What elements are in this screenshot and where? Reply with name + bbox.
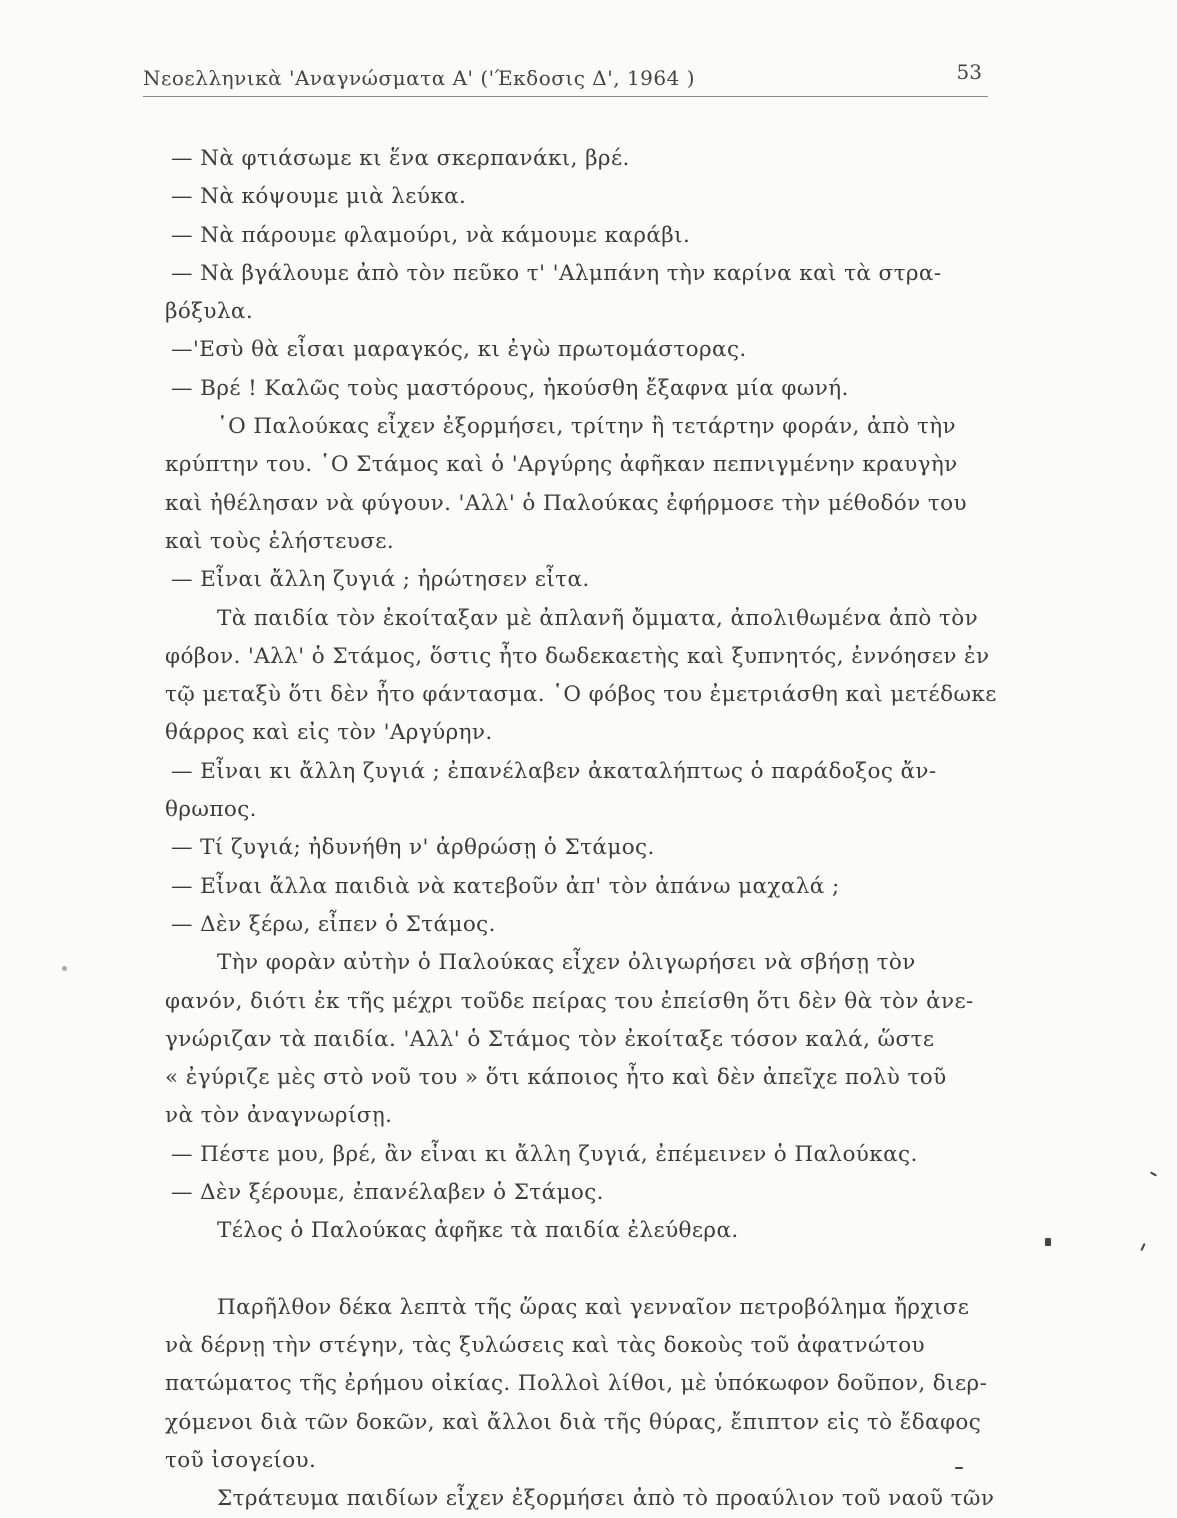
text-line: φανόν, διότι ἐκ τῆς μέχρι τοῦδε πείρας του ἐπείσθη ὅτι δὲν θὰ τὸν ἀνε- xyxy=(165,988,974,1014)
body-text xyxy=(165,140,1005,1518)
header-rule xyxy=(143,96,988,97)
text-line: — Νὰ κόψουμε μιὰ λεύκα. xyxy=(171,184,467,210)
running-header xyxy=(143,58,988,98)
text-line: νὰ τὸν ἀναγνωρίσῃ. xyxy=(165,1103,393,1129)
text-line: Τὰ παιδία τὸν ἐκοίταξαν μὲ ἀπλανῆ ὄμματα, ἀπολιθωμένα ἀπὸ τὸν xyxy=(217,605,979,631)
text-line: Τὴν φορὰν αὐτὴν ὁ Παλούκας εἶχεν ὀλιγωρήσει νὰ σβήσῃ τὸν xyxy=(217,950,916,976)
text-line: χόμενοι διὰ τῶν δοκῶν, καὶ ἄλλοι διὰ τῆς θύρας, ἔπιπτον εἰς τὸ ἔδαφος xyxy=(165,1409,982,1435)
text-line: « ἐγύριζε μὲς στὸ νοῦ του » ὅτι κάποιος ἦτο καὶ δὲν ἀπεῖχε πολὺ τοῦ xyxy=(165,1065,947,1091)
text-line: — Δὲν ξέρω, εἶπεν ὁ Στάμος. xyxy=(171,911,496,937)
text-line: φόβον. 'Αλλ' ὁ Στάμος, ὅστις ἦτο δωδεκαετὴς καὶ ξυπνητός, ἐννόησεν ἐν xyxy=(165,643,990,669)
text-line: — Νὰ βγάλουμε ἀπὸ τὸν πεῦκο τ' 'Αλμπάνη τὴν καρίνα καὶ τὰ στρα- xyxy=(171,260,942,286)
text-line: — Εἶναι ἄλλα παιδιὰ νὰ κατεβοῦν ἀπ' τὸν ἀπάνω μαχαλά ; xyxy=(171,873,840,899)
text-line: — Δὲν ξέρουμε, ἐπανέλαβεν ὁ Στάμος. xyxy=(171,1180,604,1206)
text-line: —'Εσὺ θὰ εἶσαι μαραγκός, κι ἐγὼ πρωτομάστορας. xyxy=(171,337,747,363)
text-line: — Πέστε μου, βρέ, ἂν εἶναι κι ἄλλη ζυγιά, ἐπέμεινεν ὁ Παλούκας. xyxy=(171,1141,918,1167)
text-line: βόξυλα. xyxy=(165,299,254,325)
scan-speck xyxy=(1150,1171,1157,1176)
text-line: νὰ δέρνῃ τὴν στέγην, τὰς ξυλώσεις καὶ τὰς δοκοὺς τοῦ ἀφατνώτου xyxy=(165,1332,926,1358)
scan-speck xyxy=(1140,1243,1145,1251)
text-line: — Νὰ πάρουμε φλαμούρι, νὰ κάμουμε καράβι. xyxy=(171,222,691,248)
text-line: ῾Ο Παλούκας εἶχεν ἐξορμήσει, τρίτην ἢ τετάρτην φοράν, ἀπὸ τὴν xyxy=(217,414,957,440)
scan-speck xyxy=(62,966,67,971)
text-line: — Νὰ φτιάσωμε κι ἕνα σκερπανάκι, βρέ. xyxy=(171,146,630,171)
text-line: καὶ τοὺς ἐλήστευσε. xyxy=(165,528,395,554)
scan-speck xyxy=(1045,1238,1051,1246)
text-line: — Τί ζυγιά; ἠδυνήθη ν' ἀρθρώσῃ ὁ Στάμος. xyxy=(171,835,655,861)
text-line: τῷ μεταξὺ ὅτι δὲν ἦτο φάντασμα. ῾Ο φόβος του ἐμετριάσθη καὶ μετέδωκε xyxy=(165,682,997,708)
text-line: Τέλος ὁ Παλούκας ἀφῆκε τὰ παιδία ἐλεύθερα. xyxy=(217,1218,739,1244)
text-line: πατώματος τῆς ἐρήμου οἰκίας. Πολλοὶ λίθοι, μὲ ὑπόκωφον δοῦπον, διερ- xyxy=(165,1371,988,1397)
text-line: θρωπος. xyxy=(165,797,257,823)
text-line: Στράτευμα παιδίων εἶχεν ἐξορμήσει ἀπὸ τὸ προαύλιον τοῦ ναοῦ τῶν xyxy=(217,1486,995,1512)
text-line: θάρρος καὶ εἰς τὸν 'Αργύρην. xyxy=(165,720,493,746)
text-line: γνώριζαν τὰ παιδία. 'Αλλ' ὁ Στάμος τὸν ἐκοίταξε τόσον καλά, ὥστε xyxy=(165,1026,935,1052)
text-line: τοῦ ἰσογείου. xyxy=(165,1447,317,1473)
text-line: — Εἶναι ἄλλη ζυγιά ; ἠρώτησεν εἶτα. xyxy=(171,567,590,593)
page-number: 53 xyxy=(956,60,982,84)
header-title: Νεοελληνικὰ 'Αναγνώσματα Α' ('Έκδοσις Δ', 1964 ) xyxy=(143,66,696,90)
text-line: — Βρέ ! Καλῶς τοὺς μαστόρους, ἠκούσθη ἔξαφνα μία φωνή. xyxy=(171,375,849,401)
text-line: — Εἶναι κι ἄλλη ζυγιά ; ἐπανέλαβεν ἀκαταλήπτως ὁ παράδοξος ἄν- xyxy=(171,758,937,784)
text-line: κρύπτην του. ῾Ο Στάμος καὶ ὁ 'Αργύρης ἀφῆκαν πεπνιγμένην κραυγὴν xyxy=(165,452,958,478)
text-line: Παρῆλθον δέκα λεπτὰ τῆς ὥρας καὶ γενναῖον πετροβόλημα ἤρχισε xyxy=(217,1294,970,1320)
scan-speck xyxy=(955,1467,963,1469)
text-line: καὶ ἠθέλησαν νὰ φύγουν. 'Αλλ' ὁ Παλούκας ἐφήρμοσε τὴν μέθοδόν του xyxy=(165,490,967,516)
